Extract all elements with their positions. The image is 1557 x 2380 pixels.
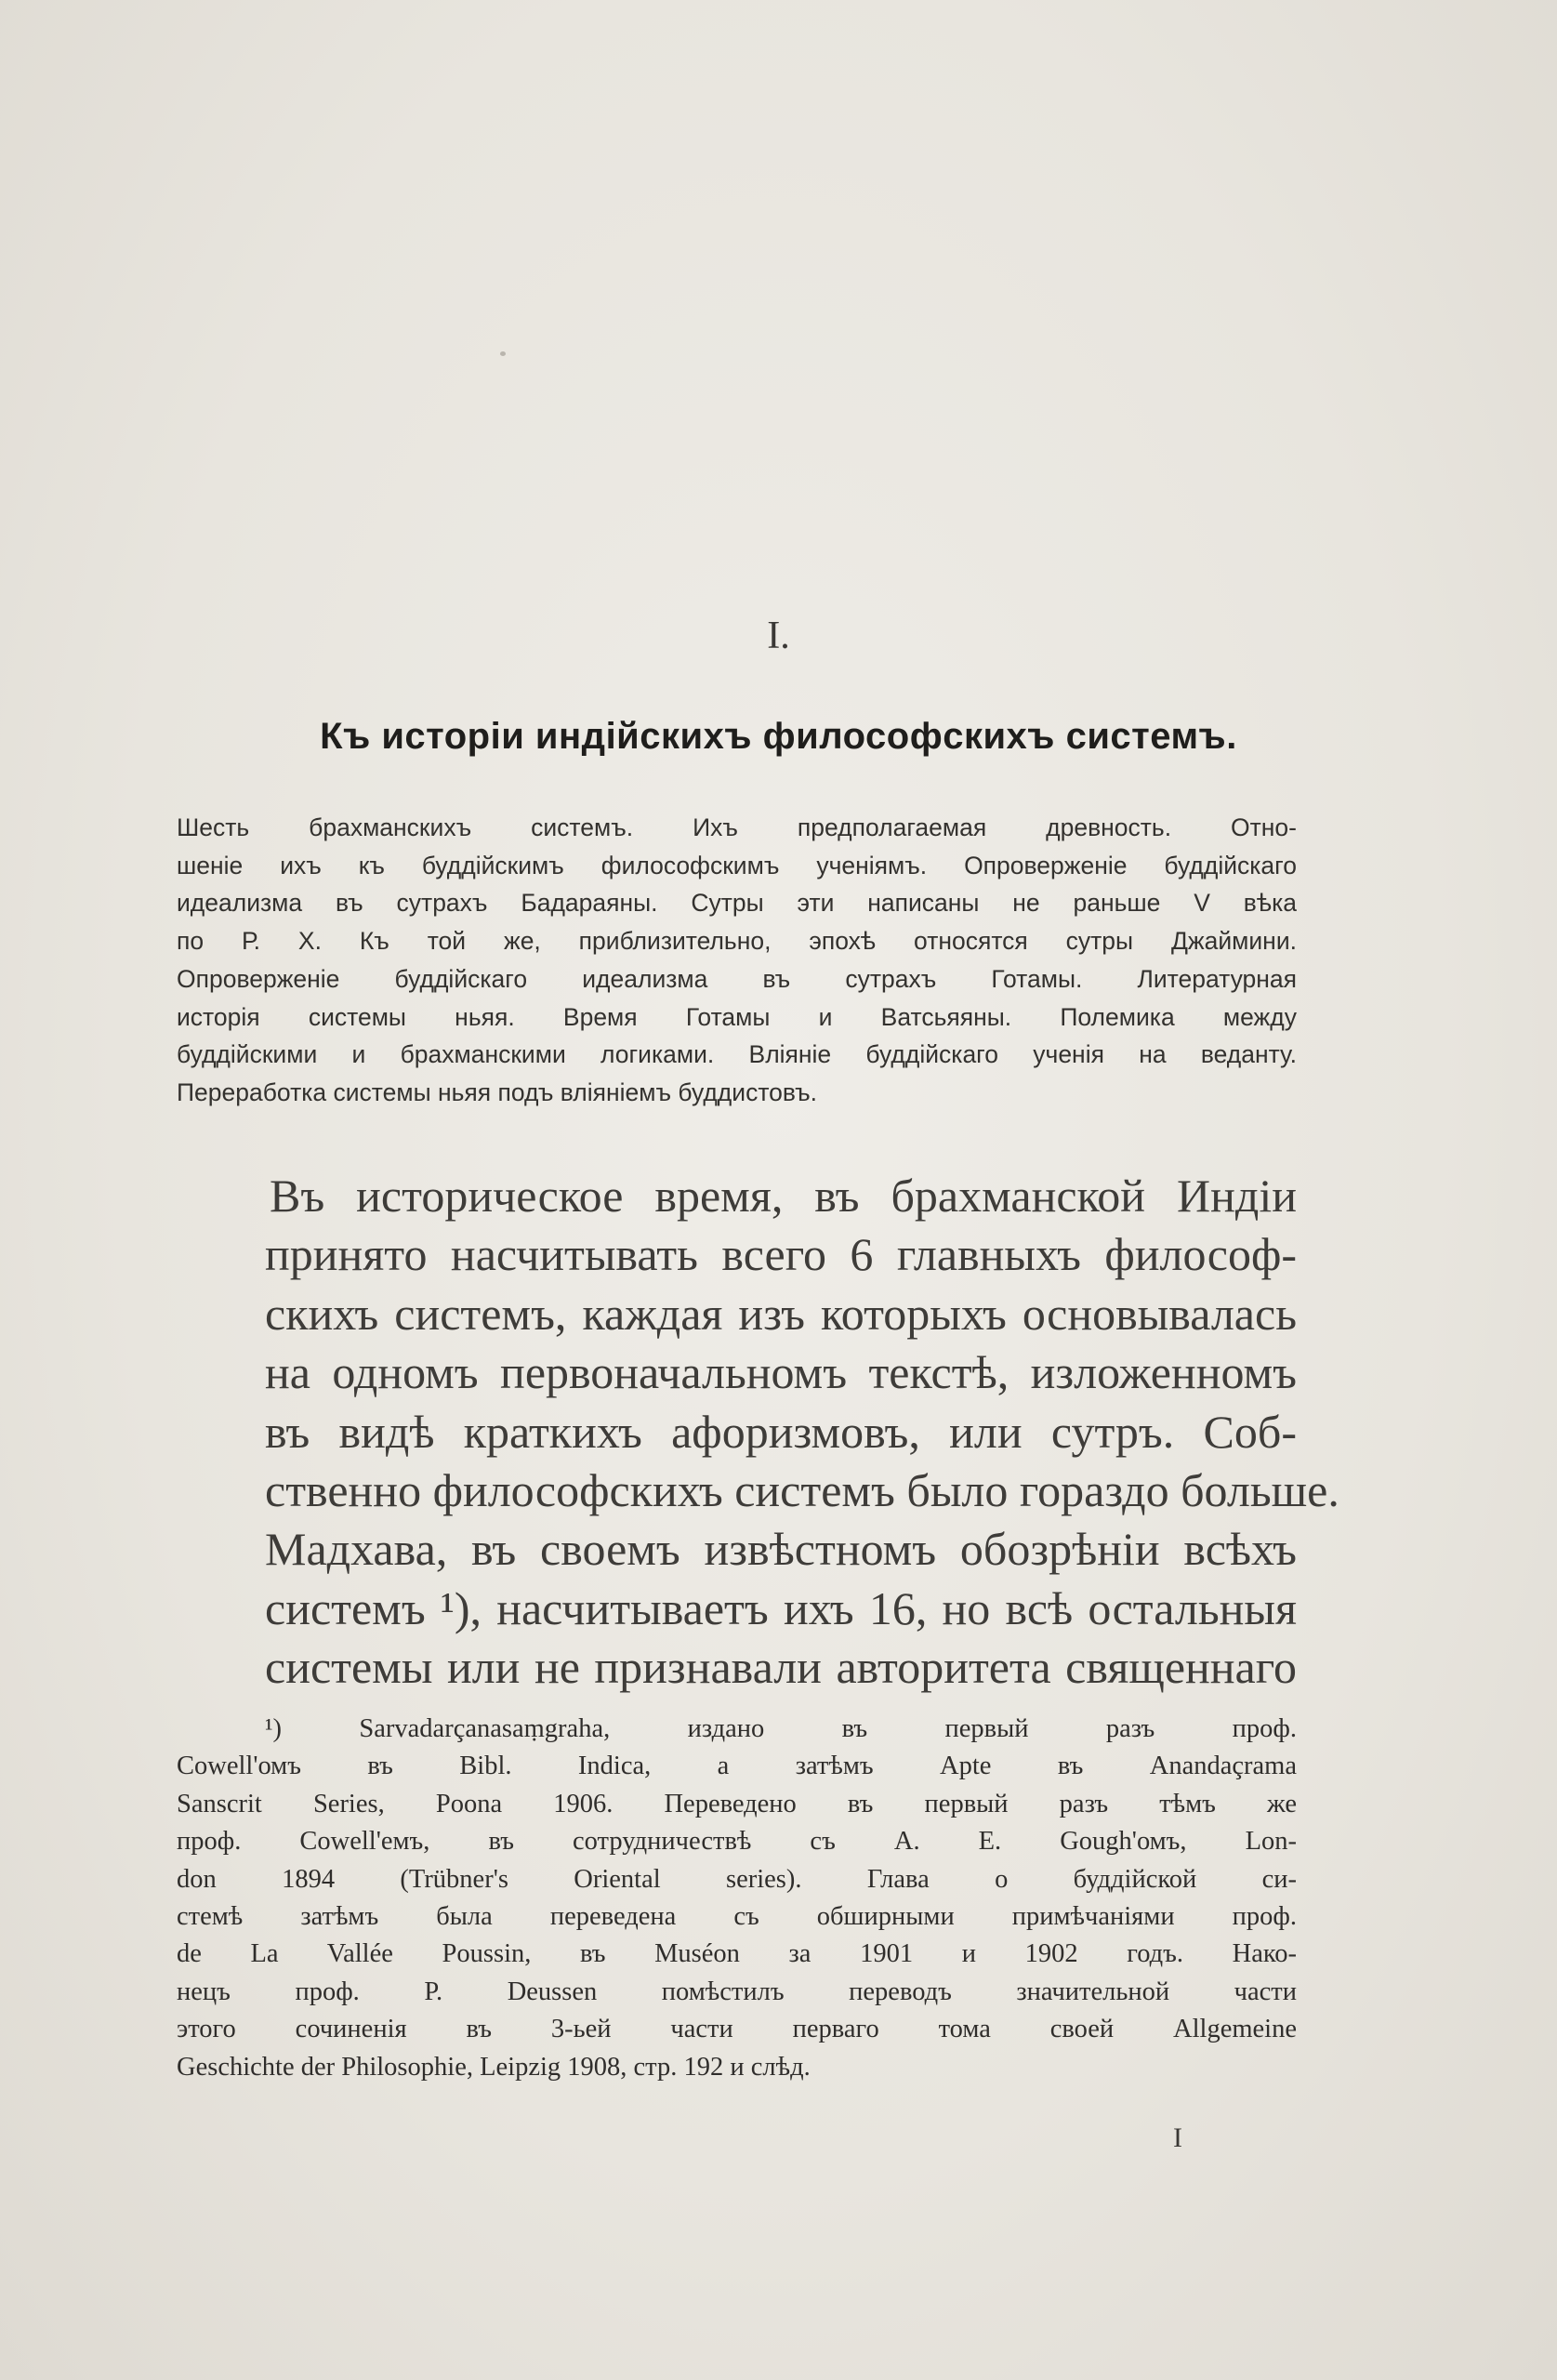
body-line: Въ историческое время, въ брахманской Индіи	[270, 1170, 1297, 1222]
paper-speck	[500, 351, 506, 356]
footnote-line: don 1894 (Trübner's Oriental series). Глава о буддійской си-	[177, 1864, 1297, 1894]
footnote-line: Geschichte der Philosophie, Leipzig 1908, стр. 192 и слѣд.	[177, 2052, 811, 2082]
body-line: системы или не признавали авторитета священнаго	[265, 1641, 1297, 1694]
summary-line: шеніе ихъ къ буддійскимъ философскимъ ученіямъ. Опроверженіе буддійскаго	[177, 851, 1297, 879]
summary-line: идеализма въ сутрахъ Бадараяны. Сутры эти написаны не раньше V вѣка	[177, 889, 1297, 918]
chapter-title: Къ исторіи индійскихъ философскихъ системъ.	[320, 716, 1237, 757]
summary-line: исторія системы ньяя. Время Готамы и Ватсьяяны. Полемика между	[177, 1002, 1297, 1031]
body-paragraph	[265, 1167, 1339, 1698]
signature-mark: I	[1173, 2122, 1182, 2153]
footnote	[177, 1711, 1297, 2086]
footnote-line: нецъ проф. P. Deussen помѣстилъ переводъ значительной части	[177, 1977, 1297, 2006]
summary-line: буддійскими и брахманскими логиками. Вліяніе буддійскаго ученія на веданту.	[177, 1040, 1297, 1069]
footnote-line: стемѣ затѣмъ была переведена съ обширными примѣчаніями проф.	[177, 1902, 1297, 1932]
body-line: скихъ системъ, каждая изъ которыхъ основывалась	[265, 1287, 1297, 1340]
body-line: ственно философскихъ системъ было гораздо больше.	[265, 1464, 1339, 1517]
footnote-line: Sanscrit Series, Poona 1906. Переведено въ первый разъ тѣмъ же	[177, 1789, 1297, 1818]
footnote-line: этого сочиненія въ 3-ьей части перваго тома своей Allgemeine	[177, 2015, 1297, 2044]
body-line: на одномъ первоначальномъ текстѣ, изложенномъ	[265, 1346, 1297, 1399]
body-line: Мадхава, въ своемъ извѣстномъ обозрѣніи всѣхъ	[265, 1523, 1297, 1576]
body-line: системъ ¹), насчитываетъ ихъ 16, но всѣ остальныя	[265, 1581, 1297, 1634]
footnote-line: ¹) Sarvadarçanasaṃgraha, издано въ первый разъ проф.	[265, 1714, 1297, 1743]
summary-line: по Р. Х. Къ той же, приблизительно, эпохѣ относятся сутры Джаймини.	[177, 927, 1297, 956]
summary-line: Переработка системы ньяя подъ вліяніемъ буддистовъ.	[177, 1078, 818, 1106]
footnote-line: проф. Cowell'емъ, въ сотрудничествѣ съ A. E. Gough'омъ, Lon-	[177, 1827, 1297, 1857]
chapter-number: I.	[767, 615, 790, 657]
chapter-summary	[177, 809, 1297, 1112]
footnote-line: de La Vallée Poussin, въ Muséon за 1901 и 1902 годъ. Нако-	[177, 1939, 1297, 1969]
summary-line: Опроверженіе буддійскаго идеализма въ сутрахъ Готамы. Литературная	[177, 964, 1297, 993]
summary-line: Шесть брахманскихъ системъ. Ихъ предполагаемая древность. Отно-	[177, 813, 1297, 841]
body-line: принято насчитывать всего 6 главныхъ философ-	[265, 1228, 1297, 1281]
footnote-line: Cowell'омъ въ Bibl. Indica, а затѣмъ Apte въ Anandaçrama	[177, 1752, 1297, 1781]
body-line: въ видѣ краткихъ афоризмовъ, или сутръ. Соб-	[265, 1405, 1297, 1458]
